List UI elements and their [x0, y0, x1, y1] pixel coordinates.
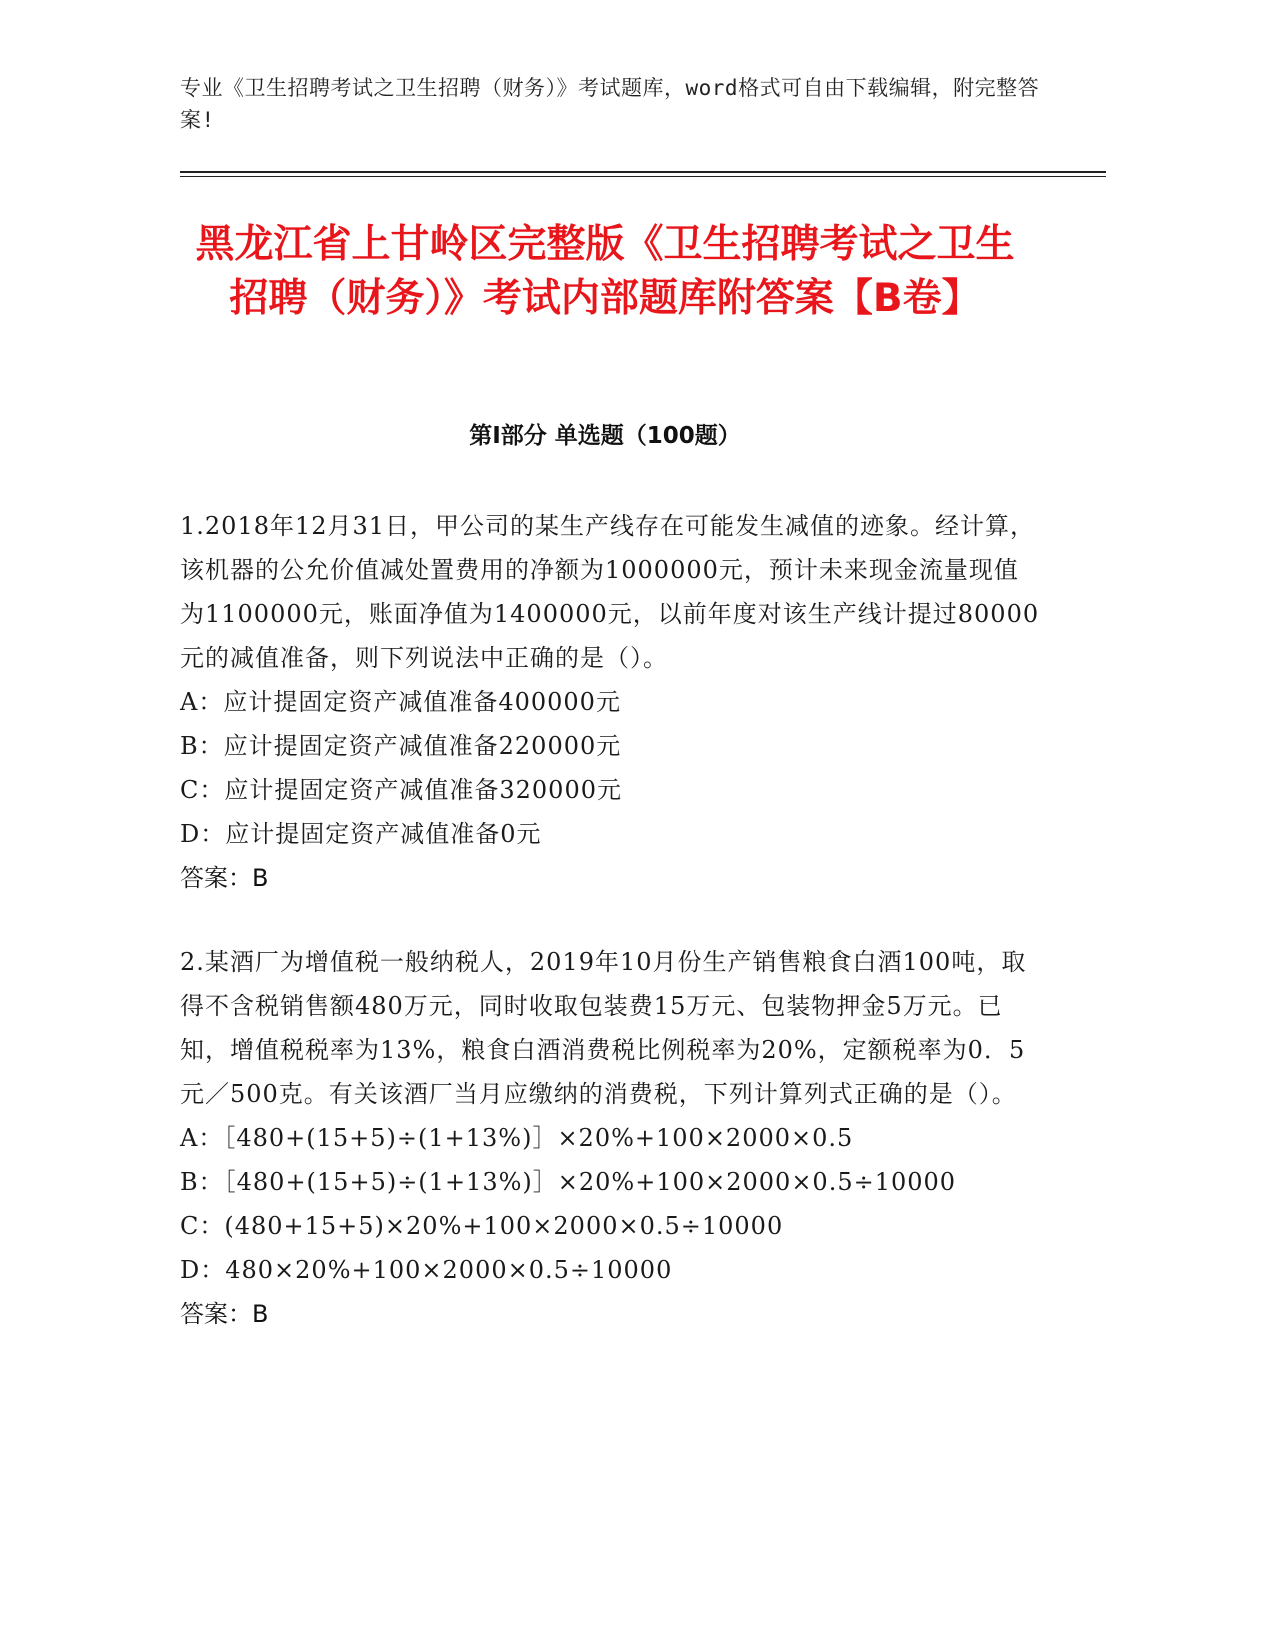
question-stem: 2.某酒厂为增值税一般纳税人，2019年10月份生产销售粮食白酒100吨，取得不含税销售额480万元，同时收取包装费15万元、包装物押金5万元。已知，增值税税率为13%，粮食白酒消费税比例税率为20%，定额税率为0．5元／500克。有关该酒厂当月应缴纳的消费税，下列计算列式正确的是（）。: [180, 948, 1027, 1108]
option-b: B：［480+(15+5)÷(1+13%)］×20%+100×2000×0.5÷10000: [180, 1168, 957, 1196]
answer: 答案：B: [180, 864, 269, 892]
option-d: D：应计提固定资产减值准备0元: [180, 820, 542, 848]
question-2: [180, 940, 1040, 1336]
option-c: C：应计提固定资产减值准备320000元: [180, 776, 622, 804]
document-title: 黑龙江省上甘岭区完整版《卫生招聘考试之卫生招聘（财务）》考试内部题库附答案【B卷】: [195, 222, 1015, 321]
answer: 答案：B: [180, 1300, 269, 1328]
option-a: A：［480+(15+5)÷(1+13%)］×20%+100×2000×0.5: [180, 1124, 854, 1152]
option-d: D：480×20%+100×2000×0.5÷10000: [180, 1256, 673, 1284]
header-note: 专业《卫生招聘考试之卫生招聘（财务）》考试题库，word格式可自由下载编辑，附完整答案!: [180, 76, 1040, 132]
option-b: B：应计提固定资产减值准备220000元: [180, 732, 622, 760]
header-divider-thin: [180, 176, 1106, 177]
question-1: [180, 504, 1040, 900]
option-a: A：应计提固定资产减值准备400000元: [180, 688, 621, 716]
question-stem: 1.2018年12月31日，甲公司的某生产线存在可能发生减值的迹象。经计算，该机器的公允价值减处置费用的净额为1000000元，预计未来现金流量现值为1100000元，账面净值为1400000元，以前年度对该生产线计提过80000元的减值准备，则下列说法中正确的是（）。: [180, 512, 1040, 672]
header-divider-thick: [180, 171, 1106, 173]
option-c: C：(480+15+5)×20%+100×2000×0.5÷10000: [180, 1212, 784, 1240]
section-heading: 第I部分 单选题（100题）: [469, 423, 741, 449]
